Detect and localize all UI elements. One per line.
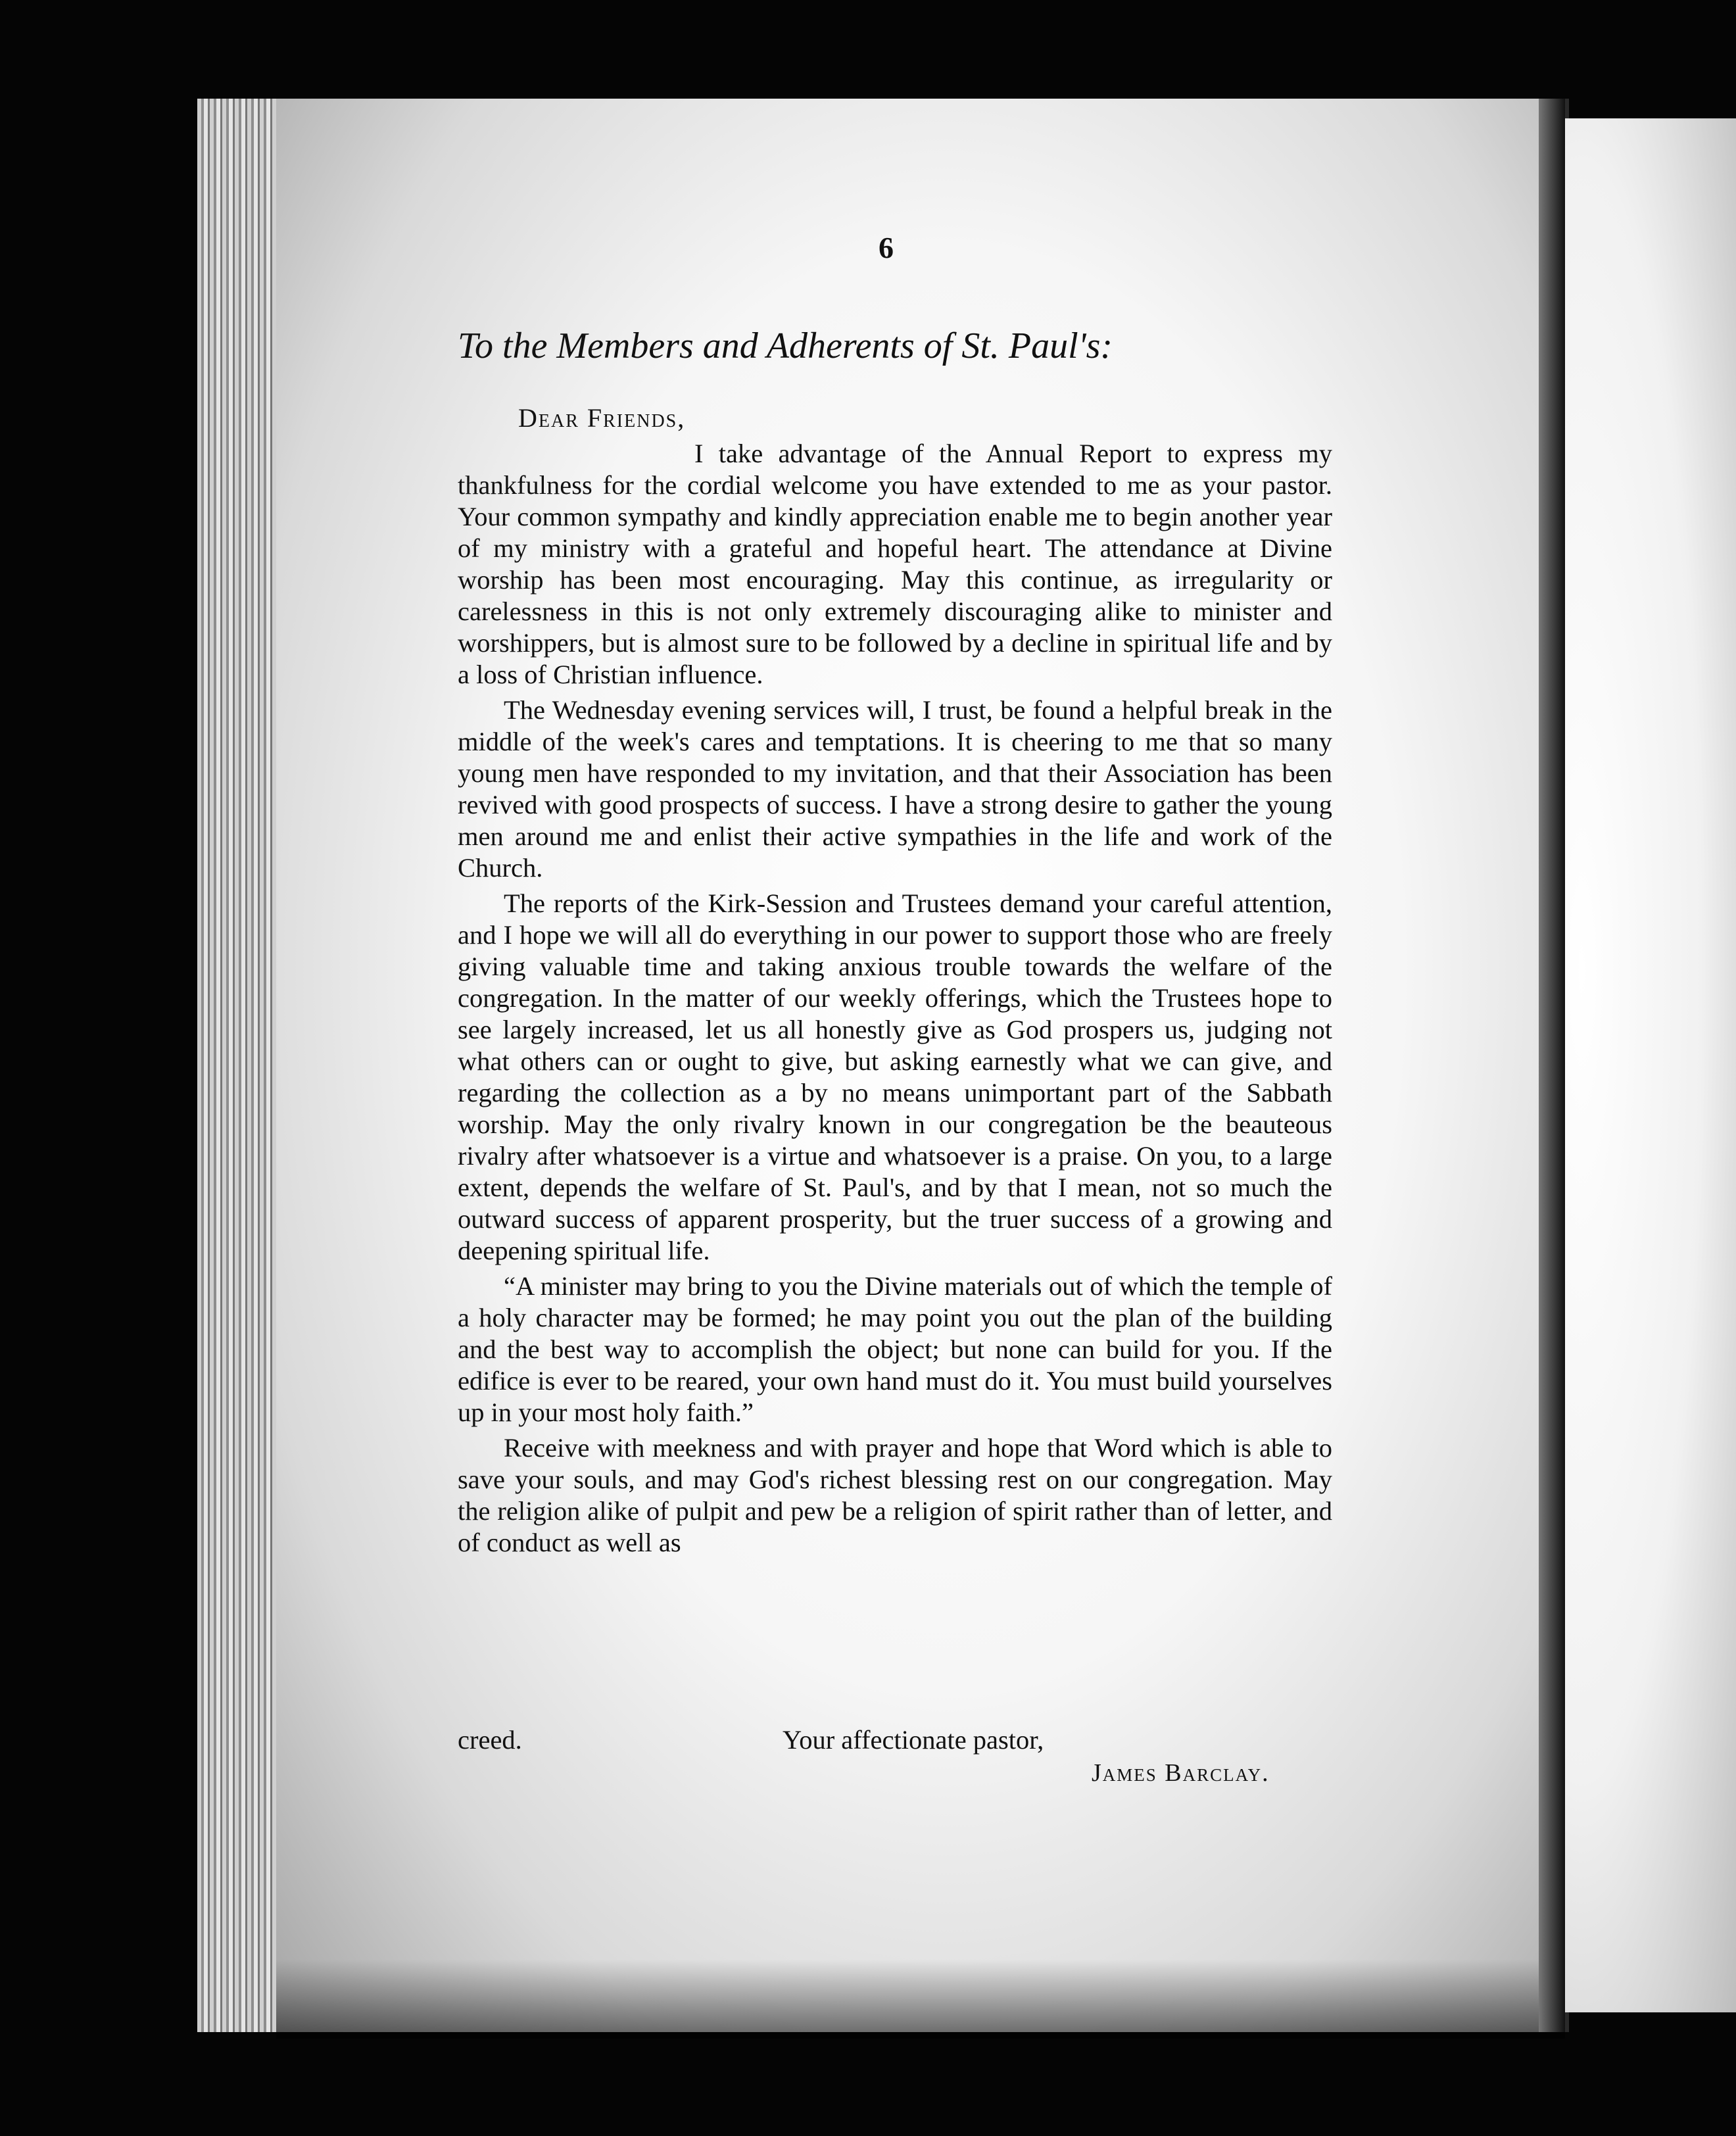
letter-body <box>458 438 1332 1563</box>
signature: James Barclay. <box>1092 1759 1270 1787</box>
closing-word: creed. <box>458 1725 522 1755</box>
paragraph: I take advantage of the Annual Report to express my thankfulness for the cordial welcome you have extended to me as your pastor. Your common sympathy and kindly appreciation enable me to begin another year of my ministry with a grateful and hopeful heart. The attendance at Divine worship has been most encouraging. May this continue, as irregularity or carelessness in this is not only extremely discouraging alike to minister and worshippers, but is almost sure to be followed by a decline in spiritual life and by a loss of Christian influence. <box>458 439 1332 689</box>
paragraph: The Wednesday evening services will, I trust, be found a helpful break in the middle of the week's cares and temptations. It is cheering to me that so many young men have responded to my invitation, and that their Association has been revived with good prospects of success. I have a strong desire to gather the young men around me and enlist their active sympathies in the life and work of the Church. <box>458 695 1332 883</box>
letter-heading: To the Members and Adherents of St. Paul's: <box>458 326 1113 366</box>
paragraph: The reports of the Kirk-Session and Trustees demand your careful attention, and I hope we will all do everything in our power to support those who are freely giving valuable time and taking anxious trouble towards the welfare of the congregation. In the matter of our weekly offerings, which the Trustees hope to see largely increased, let us all honestly give as God prospers us, judging not what others can or ought to give, but asking earnestly what we can give, and regarding the collection as a by no means unimportant part of the Sabbath worship. May the only rivalry known in our congregation be the beauteous rivalry after whatsoever is a virtue and whatsoever is a praise. On you, to a large extent, depends the welfare of St. Paul's, and by that I mean, not so much the outward success of apparent prosperity, but the truer success of a growing and deepening spiritual life. <box>458 888 1332 1265</box>
quoted-paragraph: “A minister may bring to you the Divine materials out of which the temple of a holy character may be formed; he may point you out the plan of the building and the best way to accomplish the object; but none can build for you. If the edifice is ever to be reared, your own hand must do it. You must build yourselves up in your most holy faith.” <box>458 1271 1332 1427</box>
page-edges <box>197 99 289 2032</box>
salutation: Dear Friends, <box>518 403 686 433</box>
facing-page <box>1565 118 1736 2012</box>
valediction: Your affectionate pastor, <box>783 1725 1044 1755</box>
book-gutter <box>1539 99 1565 2032</box>
page-number: 6 <box>879 231 894 264</box>
paragraph: Receive with meekness and with prayer and hope that Word which is able to save your souls, and may God's richest blessing rest on our congregation. May the religion alike of pulpit and pew be a religion of spirit rather than of letter, and of conduct as well as <box>458 1433 1332 1557</box>
page-bottom-shadow <box>276 1960 1565 2039</box>
